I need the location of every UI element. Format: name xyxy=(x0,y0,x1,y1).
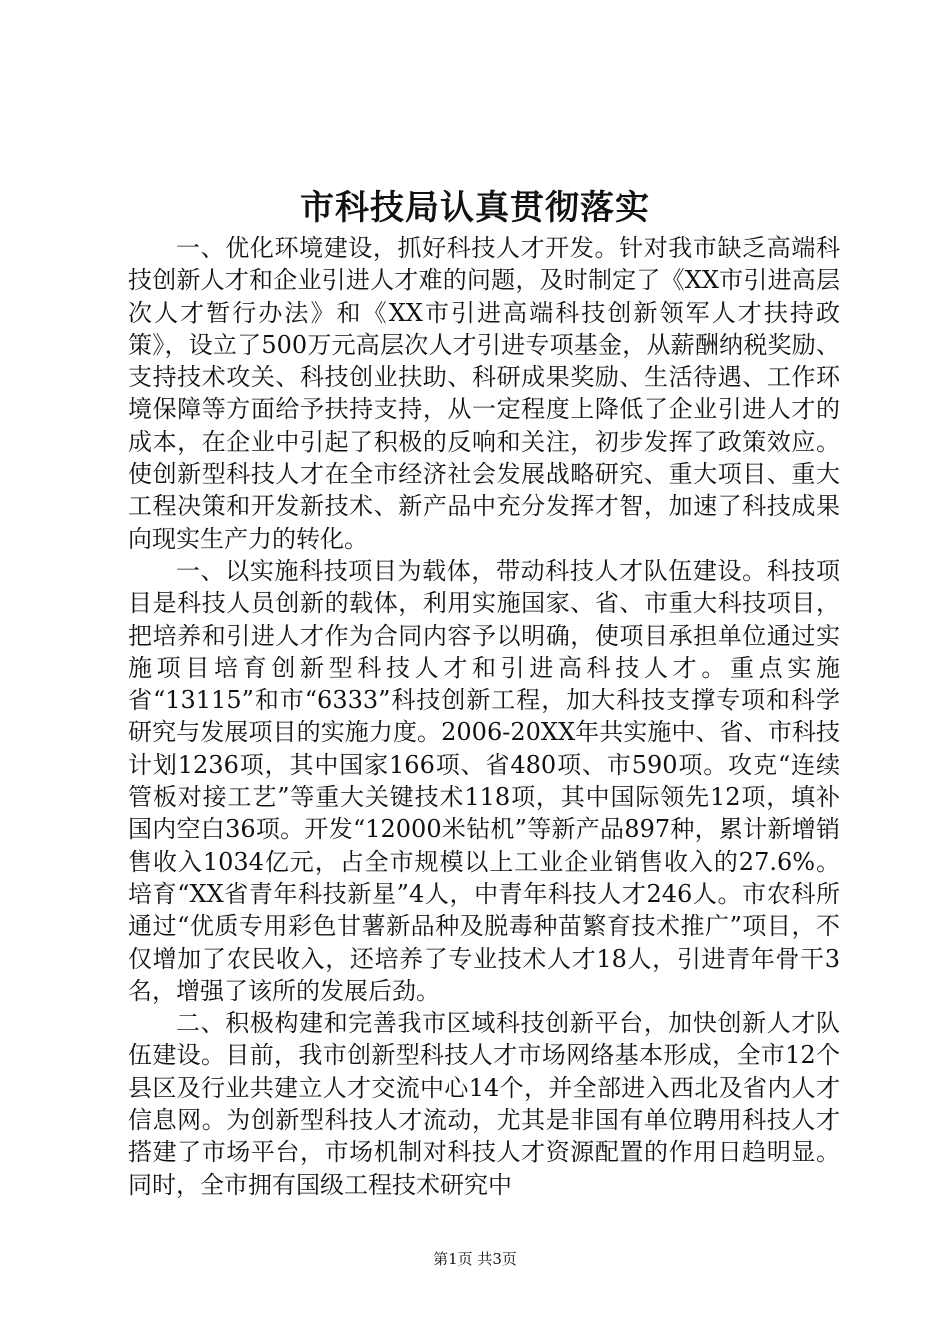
document-title: 市科技局认真贯彻落实 xyxy=(300,188,650,228)
page-number-footer: 第1页 共3页 xyxy=(433,1250,517,1268)
paragraph-2: 一、以实施科技项目为载体，带动科技人才队伍建设。科技项目是科技人员创新的载体，利用实施国家、省、市重大科技项目，把培养和引进人才作为合同内容予以明确，使项目承担单位通过实施项目培育创新型科技人才和引进高科技人才。重点实施省“13115”和市“6333”科技创新工程，加大科技支撑专项和科学研究与发展项目的实施力度。2006-20XX年共实施中、省、市科技计划1236项，其中国家166项、省480项、市590项。攻克“连续管板对接工艺”等重大关键技术118项，其中国际领先12项，填补国内空白36项。开发“12000米钻机”等新产品897种，累计新增销售收入1034亿元，占全市规模以上工业企业销售收入的27.6%。培育“XX省青年科技新星”4人，中青年科技人才246人。市农科所通过“优质专用彩色甘薯新品种及脱毒种苗繁育技术推广”项目，不仅增加了农民收入，还培养了专业技术人才18人，引进青年骨干3名，增强了该所的发展后劲。 xyxy=(128,556,840,1005)
paragraph-1: 一、优化环境建设，抓好科技人才开发。针对我市缺乏高端科技创新人才和企业引进人才难的问题，及时制定了《XX市引进高层次人才暂行办法》和《XX市引进高端科技创新领军人才扶持政策》，设立了500万元高层次人才引进专项基金，从薪酬纳税奖励、支持技术攻关、科技创业扶助、科研成果奖励、生活待遇、工作环境保障等方面给予扶持支持，从一定程度上降低了企业引进人才的成本，在企业中引起了积极的反响和关注，初步发挥了政策效应。使创新型科技人才在全市经济社会发展战略研究、重大项目、重大工程决策和开发新技术、新产品中充分发挥才智，加速了科技成果向现实生产力的转化。 xyxy=(128,234,840,553)
document-body xyxy=(128,232,840,1201)
paragraph-3: 二、积极构建和完善我市区域科技创新平台，加快创新人才队伍建设。目前，我市创新型科技人才市场网络基本形成，全市12个县区及行业共建立人才交流中心14个，并全部进入西北及省内人才信息网。为创新型科技人才流动，尤其是非国有单位聘用科技人才搭建了市场平台，市场机制对科技人才资源配置的作用日趋明显。同时，全市拥有国级工程技术研究中 xyxy=(128,1009,840,1199)
